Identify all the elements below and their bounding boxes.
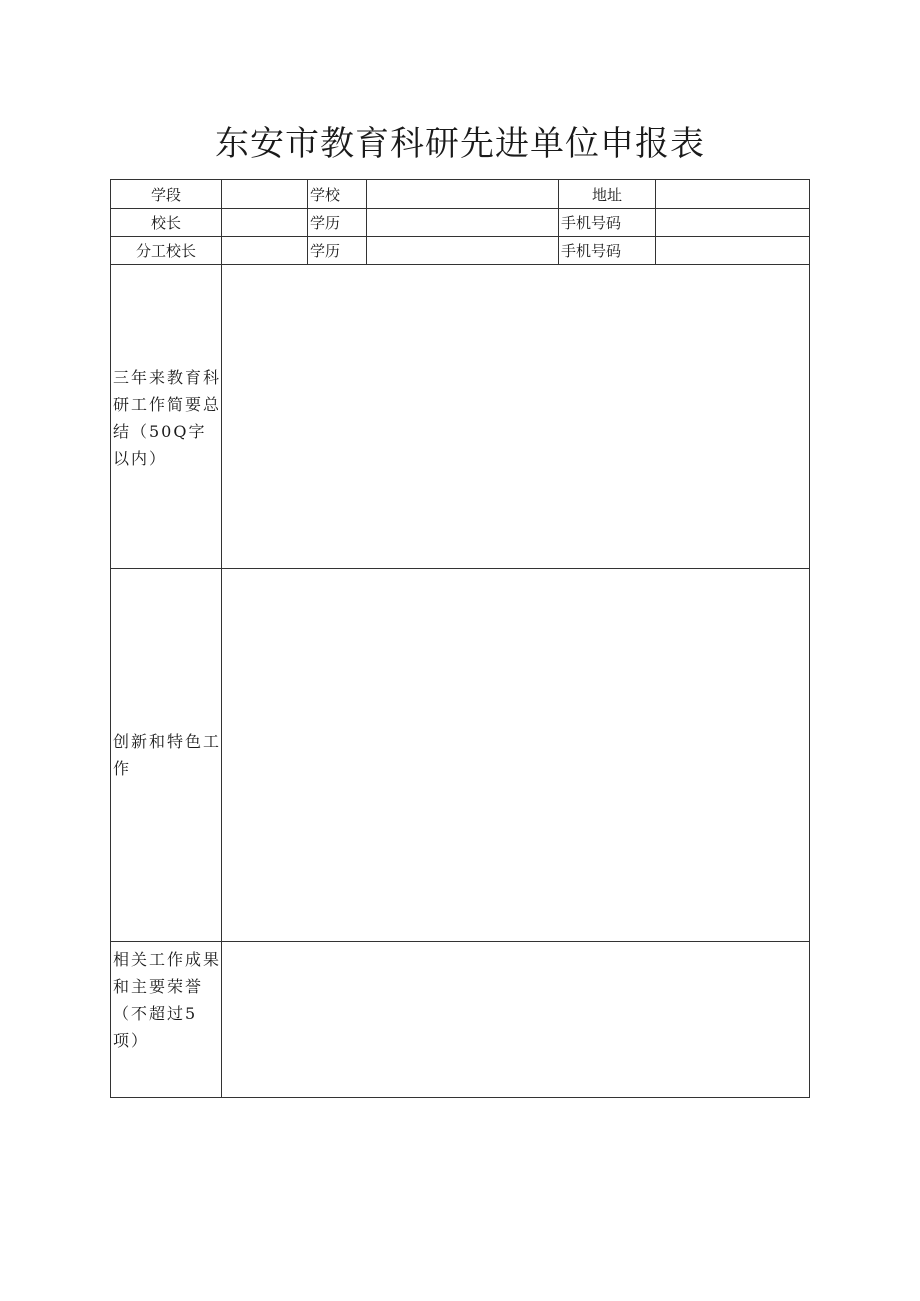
principal-phone-label: 手机号码 xyxy=(559,209,656,237)
stage-field[interactable] xyxy=(222,180,308,209)
principal-field[interactable] xyxy=(222,209,308,237)
application-form-table xyxy=(110,179,810,1098)
form-row-principal xyxy=(111,209,810,237)
address-field[interactable] xyxy=(656,180,810,209)
stage-label: 学段 xyxy=(111,180,222,209)
summary-label: 三年来教育科研工作简要总结（50Q字以内） xyxy=(111,265,222,569)
form-row-summary xyxy=(111,265,810,569)
vice-principal-label: 分工校长 xyxy=(111,237,222,265)
form-row-vice-principal xyxy=(111,237,810,265)
summary-field[interactable] xyxy=(222,265,810,569)
page-title: 东安市教育科研先进单位申报表 xyxy=(215,124,705,164)
innovation-label: 创新和特色工作 xyxy=(111,569,222,942)
vice-principal-education-label: 学历 xyxy=(308,237,367,265)
principal-label: 校长 xyxy=(111,209,222,237)
innovation-field[interactable] xyxy=(222,569,810,942)
principal-education-field[interactable] xyxy=(367,209,559,237)
school-label: 学校 xyxy=(308,180,367,209)
form-row-innovation xyxy=(111,569,810,942)
vice-principal-phone-field[interactable] xyxy=(656,237,810,265)
principal-phone-field[interactable] xyxy=(656,209,810,237)
achievements-label: 相关工作成果和主要荣誉（不超过5项） xyxy=(111,942,222,1098)
form-row-basic-info xyxy=(111,180,810,209)
form-row-achievements xyxy=(111,942,810,1098)
vice-principal-field[interactable] xyxy=(222,237,308,265)
address-label: 地址 xyxy=(559,180,656,209)
achievements-field[interactable] xyxy=(222,942,810,1098)
vice-principal-education-field[interactable] xyxy=(367,237,559,265)
vice-principal-phone-label: 手机号码 xyxy=(559,237,656,265)
school-field[interactable] xyxy=(367,180,559,209)
principal-education-label: 学历 xyxy=(308,209,367,237)
